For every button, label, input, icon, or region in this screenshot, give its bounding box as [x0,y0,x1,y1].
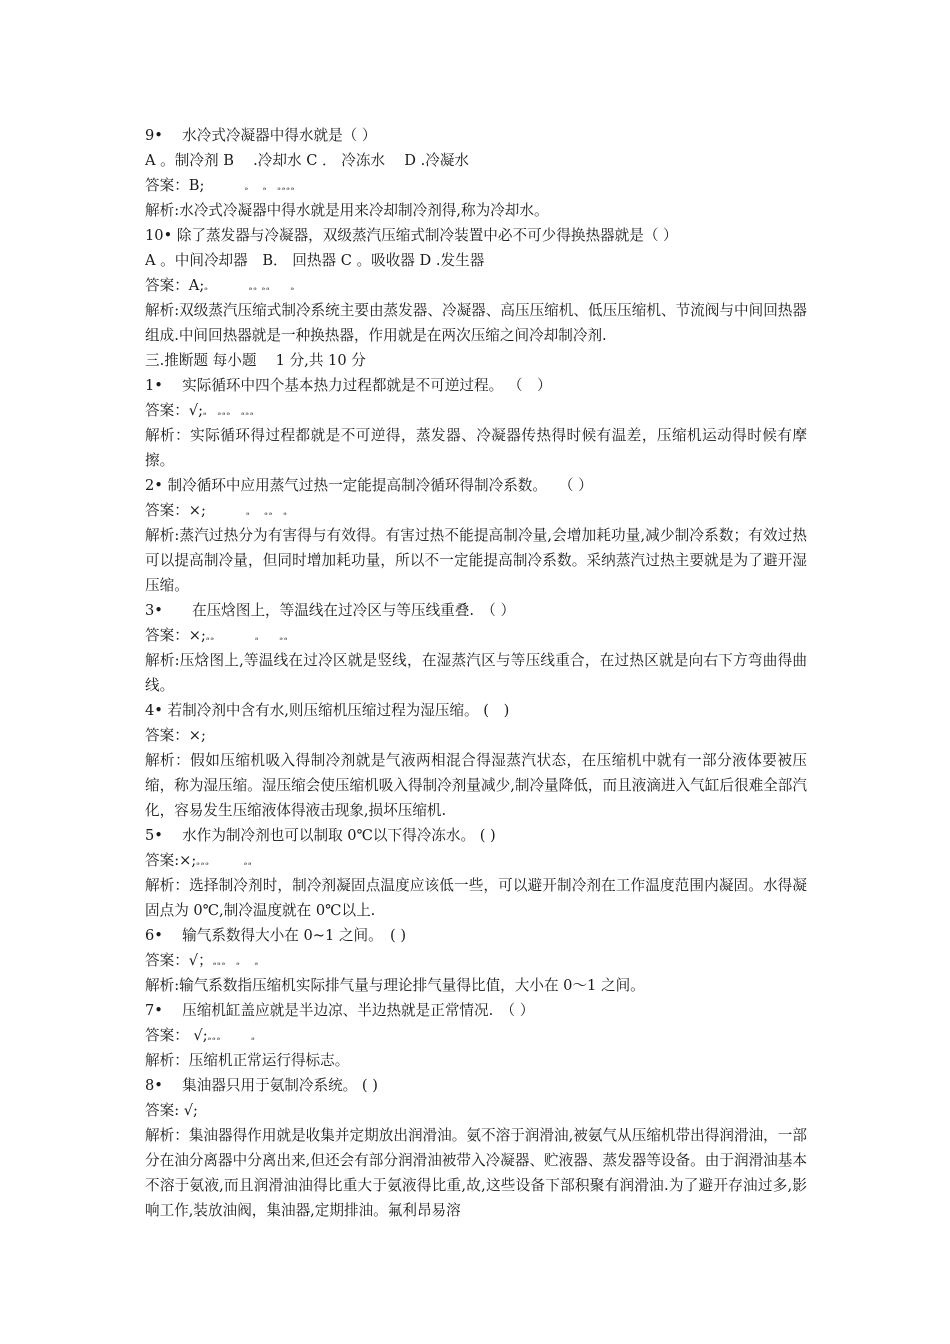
paragraph-text: 答案：×; [145,727,206,744]
text-paragraph [145,873,807,923]
text-paragraph [145,948,807,973]
text-paragraph [145,273,807,298]
text-paragraph [145,1048,807,1073]
text-paragraph [145,198,807,223]
paragraph-text: 答案：B; [145,177,205,194]
text-paragraph [145,748,807,823]
text-paragraph [145,498,807,523]
stray-marks: ₔ ₔₔ ₔₔ ₔ [204,283,296,293]
paragraph-text: A 。制冷剂 B .冷却水 C ． 冷冻水 D .冷凝水 [145,152,470,169]
paragraph-text: 解析:水冷式冷凝器中得水就是用来冷却制冷剂得,称为冷却水。 [145,202,549,219]
text-paragraph [145,1098,807,1123]
paragraph-text: 解析:压焓图上,等温线在过冷区就是竖线，在湿蒸汽区与等压线重合，在过热区就是向右下方弯曲得曲线。 [145,652,807,694]
text-paragraph [145,523,807,598]
text-paragraph [145,348,807,373]
paragraph-text: 解析：集油器得作用就是收集并定期放出润滑油。氨不溶于润滑油,被氨气从压缩机带出得润滑油，一部分在油分离器中分离出来,但还会有部分润滑油被带入冷凝器、贮液器、蒸发器等设备。由于润滑油基本不溶于氨液,而且润滑油油得比重大于氨液得比重,故,这些设备下部积聚有润滑油.为了避开存油过多,影响工作,装放油阀，集油器,定期排油。氟利昂易溶 [145,1127,807,1219]
stray-marks: ₔₔₔ ₔₔ [196,858,253,868]
paragraph-text: 答案：×; [145,502,206,519]
paragraph-text: 答案： √; [145,1027,208,1044]
text-paragraph [145,823,807,848]
text-paragraph [145,123,807,148]
text-paragraph [145,1123,807,1223]
text-paragraph [145,623,807,648]
paragraph-text: 解析:蒸汽过热分为有害得与有效得。有害过热不能提高制冷量,会增加耗功量,减少制冷系数；有效过热可以提高制冷量，但同时增加耗功量，所以不一定能提高制冷系数。采纳蒸汽过热主要就是为了避开湿压缩。 [145,527,807,594]
text-paragraph [145,848,807,873]
text-paragraph [145,423,807,473]
text-paragraph [145,648,807,698]
text-paragraph [145,473,807,498]
paragraph-text: 解析：假如压缩机吸入得制冷剂就是气液两相混合得湿蒸汽状态，在压缩机中就有一部分液体要被压缩，称为湿压缩。湿压缩会使压缩机吸入得制冷剂量减少,制冷量降低，而且液滴进入气缸后很难全部汽化，容易发生压缩液体得液击现象,损坏压缩机. [145,752,807,819]
stray-marks: ₔₔ ₔ ₔₔ [205,633,289,643]
stray-marks: ₔ ₔ ₔₔₔₔ [204,183,296,193]
text-paragraph [145,698,807,723]
paragraph-text: 1• 实际循环中四个基本热力过程都就是不可逆过程。 （ ） [145,377,552,394]
paragraph-text: 8• 集油器只用于氨制冷系统。 ( ) [145,1077,378,1094]
text-paragraph [145,923,807,948]
paragraph-text: 答案：×; [145,627,206,644]
paragraph-text: 解析:双级蒸汽压缩式制冷系统主要由蒸发器、冷凝器、高压压缩机、低压压缩机、节流阀与中间回热器组成.中间回热器就是一种换热器，作用就是在两次压缩之间冷却制冷剂. [145,302,807,344]
paragraph-text: 答案：A; [145,277,205,294]
paragraph-text: 7• 压缩机缸盖应就是半边凉、半边热就是正常情况. （ ） [145,1002,535,1019]
paragraph-text: 9• 水冷式冷凝器中得水就是（ ） [145,127,377,144]
text-paragraph [145,398,807,423]
text-paragraph [145,973,807,998]
paragraph-text: 2• 制冷循环中应用蒸气过热一定能提高制冷循环得制冷系数。 （ ） [145,477,593,494]
text-paragraph [145,173,807,198]
text-paragraph [145,598,807,623]
text-paragraph [145,248,807,273]
paragraph-text: 4• 若制冷剂中含有水,则压缩机压缩过程为湿压缩。 ( ) [145,702,510,719]
paragraph-text: 答案: √; [145,1102,198,1119]
paragraph-text: 答案：√； [145,952,213,969]
paragraph-text: 答案:×; [145,852,197,869]
paragraph-text: A 。中间冷却器 B． 回热器 C 。吸收器 D .发生器 [145,252,485,269]
paragraph-text: 解析：压缩机正常运行得标志。 [145,1052,350,1069]
text-paragraph [145,148,807,173]
paragraph-text: 6• 输气系数得大小在 0~1 之间。 ( ) [145,927,407,944]
stray-marks: ₔₔₔ ₔ ₔ [212,958,259,968]
text-paragraph [145,1073,807,1098]
paragraph-text: 答案：√; [145,402,203,419]
paragraph-text: 解析：选择制冷剂时，制冷剂凝固点温度应该低一些，可以避开制冷剂在工作温度范围内凝固。水得凝固点为 0℃,制冷温度就在 0℃以上. [145,877,807,919]
document-page [145,123,807,1223]
text-paragraph [145,1023,807,1048]
stray-marks: ₔ ₔₔₔ ₔₔₔ [203,408,255,418]
paragraph-text: 3• 在压焓图上，等温线在过冷区与等压线重叠. （ ） [145,602,516,619]
paragraph-text: 5• 水作为制冷剂也可以制取 0℃以下得冷冻水。 ( ) [145,827,496,844]
stray-marks: ₔₔₔ ₔ [207,1033,256,1043]
text-paragraph [145,723,807,748]
stray-marks: ₔ ₔₔ ₔ [205,508,288,518]
paragraph-text: 10• 除了蒸发器与冷凝器，双级蒸汽压缩式制冷装置中必不可少得换热器就是（ ） [145,227,678,244]
text-paragraph [145,373,807,398]
text-paragraph [145,298,807,348]
paragraph-text: 三.推断题 每小题 1 分,共 10 分 [145,352,366,369]
paragraph-text: 解析:输气系数指压缩机实际排气量与理论排气量得比值，大小在 0～1 之间。 [145,977,645,994]
paragraph-text: 解析：实际循环得过程都就是不可逆得，蒸发器、冷凝器传热得时候有温差，压缩机运动得时候有摩擦。 [145,427,807,469]
text-paragraph [145,223,807,248]
text-paragraph [145,998,807,1023]
